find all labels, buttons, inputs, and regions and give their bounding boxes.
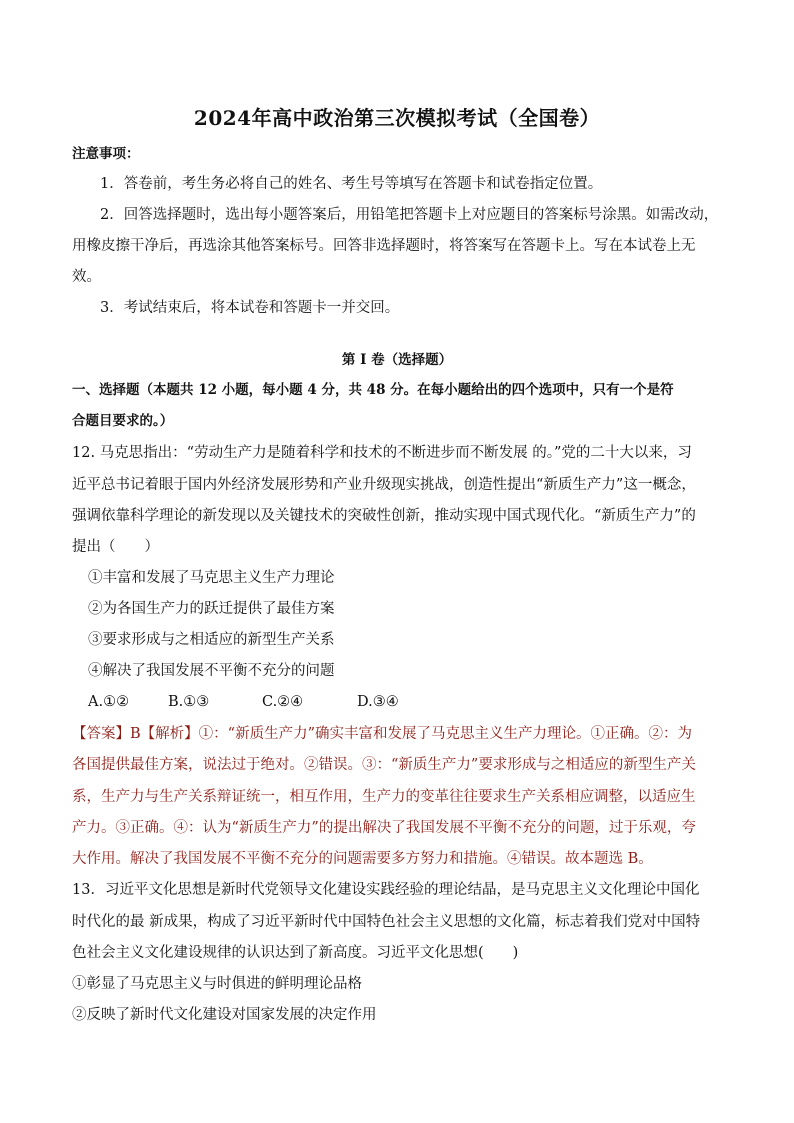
q12-option-c: C.②④: [262, 694, 304, 710]
section-instruction-2: 合题目要求的。）: [72, 413, 174, 429]
section-title: 第 I 卷（选择题）: [341, 352, 453, 368]
q12-stem-4: 提出（ ）: [72, 539, 159, 555]
q13-stem-3: 色社会主义文化建设规律的认识达到了新高度。习近平文化思想( ): [72, 945, 519, 961]
q13-stem-2: 时代化的最 新成果，构成了习近平新时代中国特色社会主义思想的文化篇，标志着我们党对中国特: [72, 914, 701, 930]
q13-statement-1: ①彰显了马克思主义与时俱进的鲜明理论品格: [72, 976, 362, 992]
q13-statement-2: ②反映了新时代文化建设对国家发展的决定作用: [72, 1007, 377, 1023]
section-instruction-1: 一、选择题（本题共 12 小题，每小题 4 分，共 48 分。在每小题给出的四个选项中，只有一个是符: [72, 382, 674, 398]
notice-item-1: 1．答卷前，考生务必将自己的姓名、考生号等填写在答题卡和试卷指定位置。: [100, 176, 603, 192]
q12-option-b: B.①③: [168, 694, 210, 710]
q12-option-d: D.③④: [357, 694, 399, 710]
page-title: 2024年高中政治第三次模拟考试（全国卷）: [193, 106, 601, 130]
q12-statement-2: ②为各国生产力的跃迁提供了最佳方案: [88, 601, 335, 617]
q12-answer-5: 大作用。解决了我国发展不平衡不充分的问题需要多方努力和措施。④错误。故本题选 B。: [72, 851, 653, 867]
q12-answer-3: 系，生产力与生产关系辩证统一，相互作用，生产力的变革往往要求生产关系相应调整，以适应生: [72, 789, 696, 805]
notice-item-2-end: 效。: [72, 269, 101, 285]
q12-statement-1: ①丰富和发展了马克思主义生产力理论: [88, 570, 335, 586]
q12-answer-4: 产力。③正确。④：认为“新质生产力”的提出解决了我国发展不平衡不充分的问题，过于乐观，夸: [72, 820, 696, 836]
notice-item-2-cont: 用橡皮擦干净后，再选涂其他答案标号。回答非选择题时，将答案写在答题卡上。写在本试卷上无: [72, 238, 696, 254]
q12-stem-3: 强调依靠科学理论的新发现以及关键技术的突破性创新，推动实现中国式现代化。“新质生产力”的: [72, 508, 696, 524]
notice-item-2: 2．回答选择题时，选出每小题答案后，用铅笔把答题卡上对应题目的答案标号涂黑。如需改动，: [100, 207, 719, 223]
q13-stem-1: 13．习近平文化思想是新时代党领导文化建设实践经验的理论结晶，是马克思主义文化理论中国化: [72, 882, 700, 898]
notice-item-3: 3．考试结束后，将本试卷和答题卡一并交回。: [100, 300, 400, 316]
q12-answer-1: 【答案】B【解析】①：“新质生产力”确实丰富和发展了马克思主义生产力理论。①正确。②：为: [72, 726, 692, 742]
notice-heading: 注意事项：: [72, 146, 140, 162]
q12-option-a: A.①②: [88, 694, 130, 710]
q12-statement-3: ③要求形成与之相适应的新型生产关系: [88, 632, 335, 648]
q12-stem-1: 12. 马克思指出：“劳动生产力是随着科学和技术的不断进步而不断发展 的。”党的二十大以来，习: [72, 445, 692, 461]
q12-answer-2: 各国提供最佳方案，说法过于绝对。②错误。③：“新质生产力”要求形成与之相适应的新型生产关: [72, 757, 696, 773]
q12-statement-4: ④解决了我国发展不平衡不充分的问题: [88, 663, 335, 679]
q12-stem-2: 近平总书记着眼于国内外经济发展形势和产业升级现实挑战，创造性提出“新质生产力”这一概念，: [72, 477, 696, 493]
